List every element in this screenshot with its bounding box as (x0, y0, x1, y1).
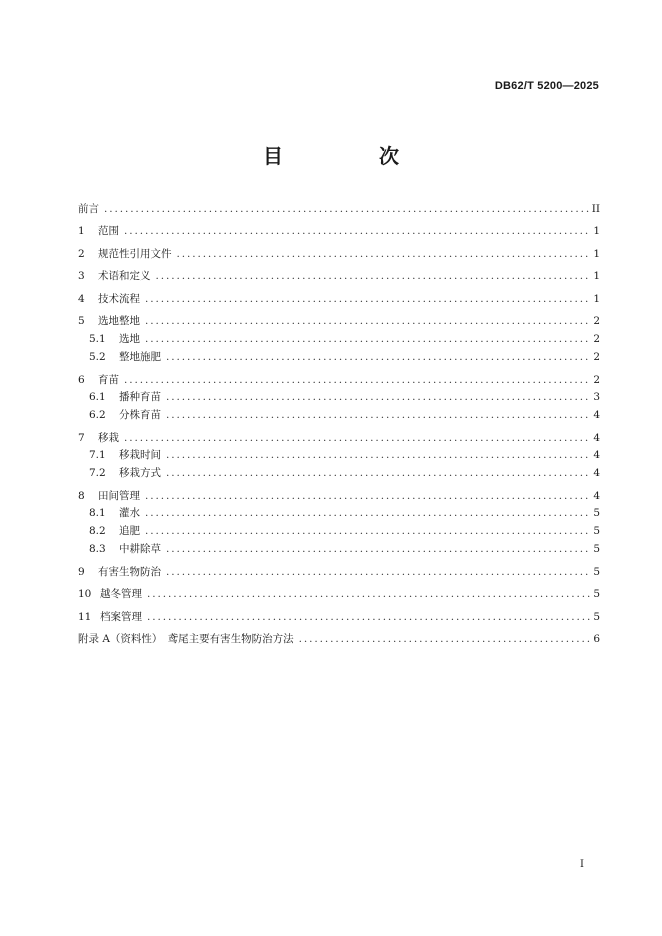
toc-entry[interactable] (78, 488, 600, 506)
toc-leader-dots (163, 564, 590, 582)
toc-leader-dots (142, 331, 590, 349)
toc-entry-page: 4 (593, 489, 600, 502)
toc-leader-dots (144, 586, 590, 604)
toc-entry-label: 分株育苗 (119, 409, 161, 422)
toc-entry-page: 3 (593, 391, 600, 404)
toc-entry-page: II (591, 203, 600, 215)
toc-leader-dots (174, 246, 591, 264)
toc-entry-page: 2 (593, 351, 600, 364)
toc-entry-page: 4 (593, 449, 600, 462)
toc-leader-dots (101, 201, 590, 219)
document-code: DB62/T 5200—2025 (494, 80, 599, 92)
toc-entry-label: 中耕除草 (119, 543, 161, 556)
toc-entry-label: 整地施肥 (119, 351, 161, 364)
toc-entry-page: 5 (593, 588, 600, 601)
toc-leader-dots (142, 505, 590, 523)
toc-leader-dots (163, 465, 590, 483)
toc-entry[interactable] (78, 609, 600, 627)
toc-entry-number: 6.2 (89, 409, 106, 422)
toc-entry-number: 5 (78, 315, 85, 328)
toc-entry-number: 8.2 (89, 525, 106, 538)
toc-entry[interactable] (78, 465, 600, 483)
toc-entry-number: 6 (78, 373, 85, 386)
toc-entry-number: 5.1 (89, 333, 106, 346)
toc-entry-page: 2 (593, 373, 600, 386)
toc-leader-dots (163, 389, 590, 407)
toc-entry-number: 11 (78, 610, 92, 623)
toc-entry-label: 移栽方式 (119, 467, 161, 480)
toc-leader-dots (142, 523, 590, 541)
toc-entry-number: 5.2 (89, 351, 106, 364)
toc-leader-dots (163, 541, 590, 559)
toc-entry-page: 5 (593, 543, 600, 556)
toc-entry-label: 规范性引用文件 (98, 247, 172, 260)
toc-leader-dots (163, 447, 590, 465)
toc-entry-page: 5 (593, 565, 600, 578)
toc-entry[interactable] (78, 331, 600, 349)
toc-entry[interactable] (78, 586, 600, 604)
toc-entry-number: 10 (78, 588, 92, 601)
toc-entry-page: 1 (593, 247, 600, 260)
toc-entry-page: 6 (593, 632, 600, 645)
toc-entry-number: 7.1 (89, 449, 106, 462)
toc-entry-page: 1 (593, 225, 600, 238)
toc-entry-page: 1 (593, 292, 600, 305)
toc-entry-page: 5 (593, 525, 600, 538)
toc-entry-label: 选地整地 (98, 315, 140, 328)
toc-entry-label: 越冬管理 (100, 588, 142, 601)
toc-entry-number: 4 (78, 292, 85, 305)
toc-entry[interactable] (78, 246, 600, 264)
page-title: 目 次 (263, 144, 437, 168)
toc-entry-label: 有害生物防治 (98, 565, 161, 578)
toc-entry-number: 2 (78, 247, 85, 260)
toc-entry[interactable] (78, 541, 600, 559)
toc-entry[interactable] (78, 447, 600, 465)
toc-entry[interactable] (78, 223, 600, 241)
toc-entry-number: 8 (78, 489, 85, 502)
toc-entry-number: 1 (78, 225, 85, 238)
toc-leader-dots (142, 313, 590, 331)
toc-leader-dots (153, 268, 591, 286)
toc-entry-label: 前言 (78, 203, 99, 215)
toc-entry-page: 2 (593, 333, 600, 346)
toc-entry[interactable] (78, 631, 600, 649)
toc-leader-dots (142, 291, 590, 309)
toc-entry-label: 范围 (98, 225, 119, 238)
toc-entry-page: 5 (593, 610, 600, 623)
toc-entry-label: 育苗 (98, 373, 119, 386)
toc-entry[interactable] (78, 313, 600, 331)
toc-leader-dots (144, 609, 590, 627)
toc-leader-dots (163, 407, 590, 425)
toc-leader-dots (163, 349, 590, 367)
toc-entry-label: 技术流程 (98, 292, 140, 305)
toc-entry[interactable] (78, 505, 600, 523)
toc-entry-label: 移栽 (98, 431, 119, 444)
toc-entry-label: 灌水 (119, 507, 140, 520)
toc-entry-page: 4 (593, 409, 600, 422)
toc-entry[interactable] (78, 407, 600, 425)
toc-entry-number: 9 (78, 565, 85, 578)
toc-entry-number: 8.3 (89, 543, 106, 556)
toc-entry[interactable] (78, 291, 600, 309)
toc-entry[interactable] (78, 523, 600, 541)
toc-entry-label: 田间管理 (98, 489, 140, 502)
toc-leader-dots (121, 223, 590, 241)
toc-entry-label: 选地 (119, 333, 140, 346)
toc-leader-dots (121, 372, 590, 390)
toc-entry-number: 3 (78, 270, 85, 283)
toc-leader-dots (142, 488, 590, 506)
toc-entry-label: 附录 A（资料性） 鸢尾主要有害生物防治方法 (78, 632, 294, 645)
toc-entry[interactable] (78, 201, 600, 219)
toc-entry-number: 7.2 (89, 467, 106, 480)
toc-entry-page: 2 (593, 315, 600, 328)
toc-entry-page: 1 (593, 270, 600, 283)
toc-entry[interactable] (78, 430, 600, 448)
toc-entry-label: 追肥 (119, 525, 140, 538)
table-of-contents (78, 201, 600, 649)
toc-entry-number: 6.1 (89, 391, 106, 404)
toc-entry-label: 移栽时间 (119, 449, 161, 462)
toc-entry-label: 档案管理 (100, 610, 142, 623)
toc-entry[interactable] (78, 372, 600, 390)
toc-entry-page: 4 (593, 431, 600, 444)
toc-entry-page: 4 (593, 467, 600, 480)
footer-page-number: I (580, 859, 584, 870)
toc-entry-number: 8.1 (89, 507, 106, 520)
toc-entry[interactable] (78, 564, 600, 582)
toc-entry-label: 术语和定义 (98, 270, 151, 283)
toc-entry-label: 播种育苗 (119, 391, 161, 404)
toc-entry[interactable] (78, 389, 600, 407)
toc-leader-dots (121, 430, 590, 448)
toc-entry-page: 5 (593, 507, 600, 520)
toc-entry[interactable] (78, 268, 600, 286)
toc-entry[interactable] (78, 349, 600, 367)
toc-leader-dots (296, 631, 590, 649)
toc-entry-number: 7 (78, 431, 85, 444)
